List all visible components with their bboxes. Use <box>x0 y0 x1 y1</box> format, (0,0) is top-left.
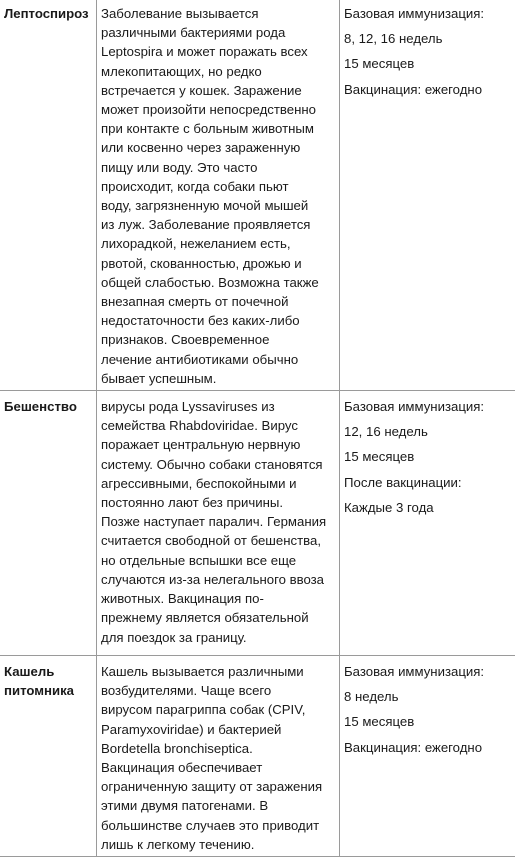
description-line: происходит, когда собаки пьют <box>101 177 335 196</box>
description-line: при контакте с больным животным <box>101 119 335 138</box>
schedule-line: 12, 16 недель <box>344 422 511 441</box>
disease-name-cell <box>0 391 97 656</box>
description-cell <box>97 391 340 656</box>
schedule-line: Вакцинация: ежегодно <box>344 738 511 757</box>
description-line: систему. Обычно собаки становятся <box>101 455 335 474</box>
description-line: постоянно лают без причины. <box>101 493 335 512</box>
schedule-line: Базовая иммунизация: <box>344 662 511 681</box>
description-line: из луж. Заболевание проявляется <box>101 215 335 234</box>
schedule-line: Каждые 3 года <box>344 498 511 517</box>
description-line: Leptospira и может поражать всех <box>101 42 335 61</box>
schedule-line: 8 недель <box>344 687 511 706</box>
description-line: ограниченную защиту от заражения <box>101 777 335 796</box>
description-line: животных. Вакцинация по- <box>101 589 335 608</box>
schedule-line: 15 месяцев <box>344 54 511 73</box>
description-line: вирусы рода Lyssaviruses из <box>101 397 335 416</box>
schedule-line: 15 месяцев <box>344 712 511 731</box>
description-line: для поездок за границу. <box>101 628 335 647</box>
description-line: большинстве случаев это приводит <box>101 816 335 835</box>
description-line: Кашель вызывается различными <box>101 662 335 681</box>
description-line: недостаточности без каких-либо <box>101 311 335 330</box>
description-line: бывает успешным. <box>101 369 335 388</box>
description-line: но отдельные вспышки все еще <box>101 551 335 570</box>
description-line: Bordetella bronchiseptica. <box>101 739 335 758</box>
description-line: Вакцинация обеспечивает <box>101 758 335 777</box>
description-line: общей слабостью. Возможна также <box>101 273 335 292</box>
description-line: внезапная смерть от почечной <box>101 292 335 311</box>
description-line: Заболевание вызывается <box>101 4 335 23</box>
description-line: поражает центральную нервную <box>101 435 335 454</box>
schedule-line: Вакцинация: ежегодно <box>344 80 511 99</box>
disease-name: Лептоспироз <box>4 6 89 21</box>
description-line: считается свободной от бешенства, <box>101 531 335 550</box>
description-line: прежнему является обязательной <box>101 608 335 627</box>
schedule-line: После вакцинации: <box>344 473 511 492</box>
description-line: Позже наступает паралич. Германия <box>101 512 335 531</box>
schedule-cell <box>340 656 515 857</box>
schedule-cell <box>340 0 515 391</box>
schedule-line: 15 месяцев <box>344 447 511 466</box>
description-line: лихорадкой, нежеланием есть, <box>101 234 335 253</box>
disease-name: Бешенство <box>4 399 77 414</box>
table-row-rabies <box>0 391 515 656</box>
description-line: или косвенно через зараженную <box>101 138 335 157</box>
description-line: возбудителями. Чаще всего <box>101 681 335 700</box>
description-line: различными бактериями рода <box>101 23 335 42</box>
schedule-line: Базовая иммунизация: <box>344 4 511 23</box>
description-line: вирусом парагриппа собак (CPIV, <box>101 700 335 719</box>
table-row-leptospirosis <box>0 0 515 391</box>
description-line: лечение антибиотиками обычно <box>101 350 335 369</box>
table-row-kennel-cough <box>0 656 515 857</box>
description-cell <box>97 656 340 857</box>
description-line: Paramyxoviridae) и бактерией <box>101 720 335 739</box>
description-line: семейства Rhabdoviridae. Вирус <box>101 416 335 435</box>
description-line: воду, загрязненную мочой мышей <box>101 196 335 215</box>
description-line: может произойти непосредственно <box>101 100 335 119</box>
description-line: признаков. Своевременное <box>101 330 335 349</box>
description-line: пищу или воду. Это часто <box>101 158 335 177</box>
description-line: млекопитающих, но редко <box>101 62 335 81</box>
description-line: встречается у кошек. Заражение <box>101 81 335 100</box>
disease-name-cell <box>0 656 97 857</box>
description-cell <box>97 0 340 391</box>
description-line: этими двумя патогенами. В <box>101 796 335 815</box>
schedule-line: 8, 12, 16 недель <box>344 29 511 48</box>
disease-name: Кашель питомника <box>4 664 74 698</box>
description-line: случаются из-за нелегального ввоза <box>101 570 335 589</box>
schedule-line: Базовая иммунизация: <box>344 397 511 416</box>
description-line: лишь к легкому течению. <box>101 835 335 854</box>
schedule-cell <box>340 391 515 656</box>
description-line: агрессивными, беспокойными и <box>101 474 335 493</box>
disease-name-cell <box>0 0 97 391</box>
description-line: рвотой, скованностью, дрожью и <box>101 254 335 273</box>
